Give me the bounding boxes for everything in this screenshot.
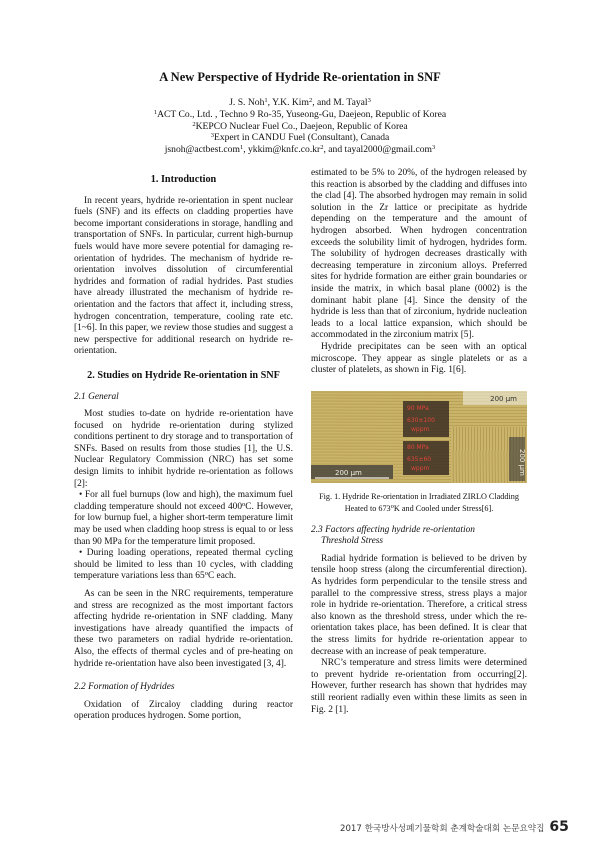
email-3[interactable]: , and tayal2000@gmail.com <box>323 144 432 156</box>
concentration-label-2: 635±60 <box>407 455 432 463</box>
scale-label-bottom-left: 200 μm <box>335 468 362 477</box>
affiliation-2 <box>0 121 600 133</box>
bullet-2-text-b: C each. <box>207 571 237 582</box>
author-emails <box>0 144 600 156</box>
email-1[interactable]: jsnoh@actbest.com <box>164 144 240 156</box>
stress-label-1: 90 MPa <box>407 404 429 412</box>
unit-label-2: wppm <box>411 464 430 472</box>
formation-paragraph-1-start: Oxidation of Zircaloy cladding during reactor operation produces hydrogen. Some portion, <box>74 699 293 722</box>
page-number: 65 <box>549 819 569 835</box>
affil-2-mark: 2 <box>192 120 196 128</box>
subsubsection-heading-threshold-stress: Threshold Stress <box>321 536 384 547</box>
left-column <box>74 168 293 723</box>
degree-mark: o <box>204 570 208 578</box>
email-3-mark: 3 <box>431 144 436 152</box>
email-2[interactable]: , ykkim@knfc.co.kr <box>243 144 321 156</box>
affil-1-mark: 1 <box>153 108 158 116</box>
caption-text-a: Fig. 1. Hydride Re-orientation in Irradiated ZIRLO Cladding Heated to 673 <box>319 491 519 513</box>
affiliation-3 <box>0 132 600 144</box>
factors-paragraph-2: NRC’s temperature and stress limits were determined to prevent hydride re-orientation from occurring[2]. However, further research has shown that hydrides may still reorient radially even within these limits as seen in Fig. 2 [1]. <box>311 658 527 715</box>
affil-3-mark: 3 <box>210 132 214 140</box>
author-block <box>0 97 600 156</box>
caption-degree-mark: o <box>390 502 394 510</box>
factors-paragraph-1: Radial hydride formation is believed to be driven by tensile hoop stress (along the circumferential direction). As hydrides form perpendicular to the tensile stress and parallel to the compressive stress, stress plays a major role in hydride re-orientation. Therefore, a critical stress also known as the threshold stress, under which the re-orientation takes place, has been defined. It is clear that the stress limits for hydride re-orientation appear to decrease with an increase of peak temperature. <box>311 553 527 657</box>
section-heading-studies: 2. Studies on Hydride Re-orientation in SNF <box>87 369 280 381</box>
author-names <box>0 97 600 109</box>
stress-label-2: 80 MPa <box>407 443 429 451</box>
author-2-affil: 2 <box>308 97 313 104</box>
intro-paragraph: In recent years, hydride re-orientation in spent nuclear fuels (SNF) and its effects on cladding properties have become important considerations in storage, handling and transportation of SNFs. In particular, current high-burnup fuels would have more severe potential for damaging re-orientation of hydrides. The mechanism of hydride re-orientation involves dissolution of circumferential hydrides and formation of radial hydrides. Past studies have already illustrated the mechanism of hydride re-orientation and the factors that affect it, including stress, hydrogen concentration, temperature, cooling rate etc. [1~6]. In this paper, we review those studies and suggest a new perspective for additional research on hydride re-orientation. <box>74 195 293 357</box>
subsection-heading-formation: 2.2 Formation of Hydrides <box>74 682 175 693</box>
figure-1-micrograph <box>311 391 527 483</box>
affil-1-text: ACT Co., Ltd. , Techno 9 Ro-35, Yuseong-Gu, Daejeon, Republic of Korea <box>157 108 447 120</box>
nrc-limit-bullet-1 <box>74 490 293 548</box>
general-paragraph-1: Most studies to-date on hydride re-orientation have focused on hydride re-orientation during stylized conditions pertinent to dry storage and to transportation of SNFs. Based on results from those studies [1], the U.S. Nuclear Regulatory Commission (NRC) has set some design limits to inhibit hydride re-orientation as follows [2]: <box>74 409 293 489</box>
section-heading-introduction: 1. Introduction <box>150 174 217 185</box>
paper-title: A New Perspective of Hydride Re-orientation in SNF <box>159 70 441 84</box>
micrograph-image <box>311 391 527 483</box>
author-1-affil: 1 <box>264 97 268 104</box>
affiliation-1 <box>0 109 600 121</box>
formation-paragraph-1-continued: estimated to be 5% to 20%, of the hydrogen released by this reaction is absorbed by the cladding and diffuses into the clad [4]. The absorbed hydrogen may remain in solid solution in the Zr lattice or precipitate as hydride depending on the temperature and the amount of hydrogen absorbed. When hydrogen concentration exceeds the solubility limit of hydrogen, hydrides form. The solubility of hydrogen decreases drastically with decreasing temperature in zirconium alloys. Preferred sites for hydride formation are either grain boundaries or inside the matrix, in which basal plane (0002) is the dominant habit plane [4]. Since the density of the hydride is less than that of zirconium, hydride nucleation leads to a local lattice expansion, which should be accommodated in the zirconium matrix [5]. <box>311 168 527 341</box>
formation-paragraph-2: Hydride precipitates can be seen with an optical microscope. They appear as single platelets or as a cluster of platelets, as shown in Fig. 1[6]. <box>311 341 527 376</box>
scale-label-top: 200 μm <box>490 394 517 403</box>
affil-3-text: Expert in CANDU Fuel (Consultant), Canada <box>213 132 390 144</box>
scale-label-bottom-right: 200 μm <box>518 448 526 476</box>
unit-label-1: wppm <box>411 425 430 433</box>
subsection-heading-general: 2.1 General <box>74 391 119 402</box>
affil-2-text: KEPCO Nuclear Fuel Co., Daejeon, Republic of Korea <box>195 120 408 132</box>
page-footer <box>340 819 569 835</box>
email-1-mark: 1 <box>239 144 244 152</box>
degree-mark: o <box>242 500 246 508</box>
subsection-heading-factors: 2.3 Factors affecting hydride re-orientation <box>311 524 475 535</box>
bullet-1-text-a: • For all fuel burnups (low and high), the maximum fuel cladding temperature should not exceed 400 <box>74 490 293 512</box>
author-2: , Y.K. Kim <box>267 97 309 108</box>
footer-conference-name: 2017 한국방사성폐기물학회 춘계학술대회 논문요약집 <box>340 824 545 834</box>
bullet-2-text-a: • During loading operations, repeated thermal cycling should be limited to less than 10 cycles, with cladding temperature variations less than 65 <box>74 548 293 582</box>
nrc-limit-bullet-2 <box>74 548 293 583</box>
author-3: , and M. Tayal <box>312 97 368 108</box>
figure-1-caption <box>311 491 527 515</box>
email-2-mark: 2 <box>320 144 324 152</box>
caption-text-b: K and Cooled under Stress[6]. <box>393 503 494 513</box>
general-paragraph-2: As can be seen in the NRC requirements, temperature and stress are recognized as the most important factors affecting hydride re-orientation in SNF cladding. Many investigations have already quantified the impacts of these two parameters on radial hydride re-orientation. Also, the effects of thermal cycles and of pre-heating on hydride re-orientation have also been investigated [3, 4]. <box>74 589 293 669</box>
author-3-affil: 3 <box>367 97 371 104</box>
concentration-label-1: 630±100 <box>407 416 435 424</box>
right-column <box>311 168 527 716</box>
author-1: J. S. Noh <box>229 97 265 108</box>
bullet-1-text-b: C. However, for low burnup fuel, a higher short-term temperature limit may be used when cladding hoop stress is equal to or less than 90 MPa for the temperature limit proposed. <box>74 501 293 547</box>
